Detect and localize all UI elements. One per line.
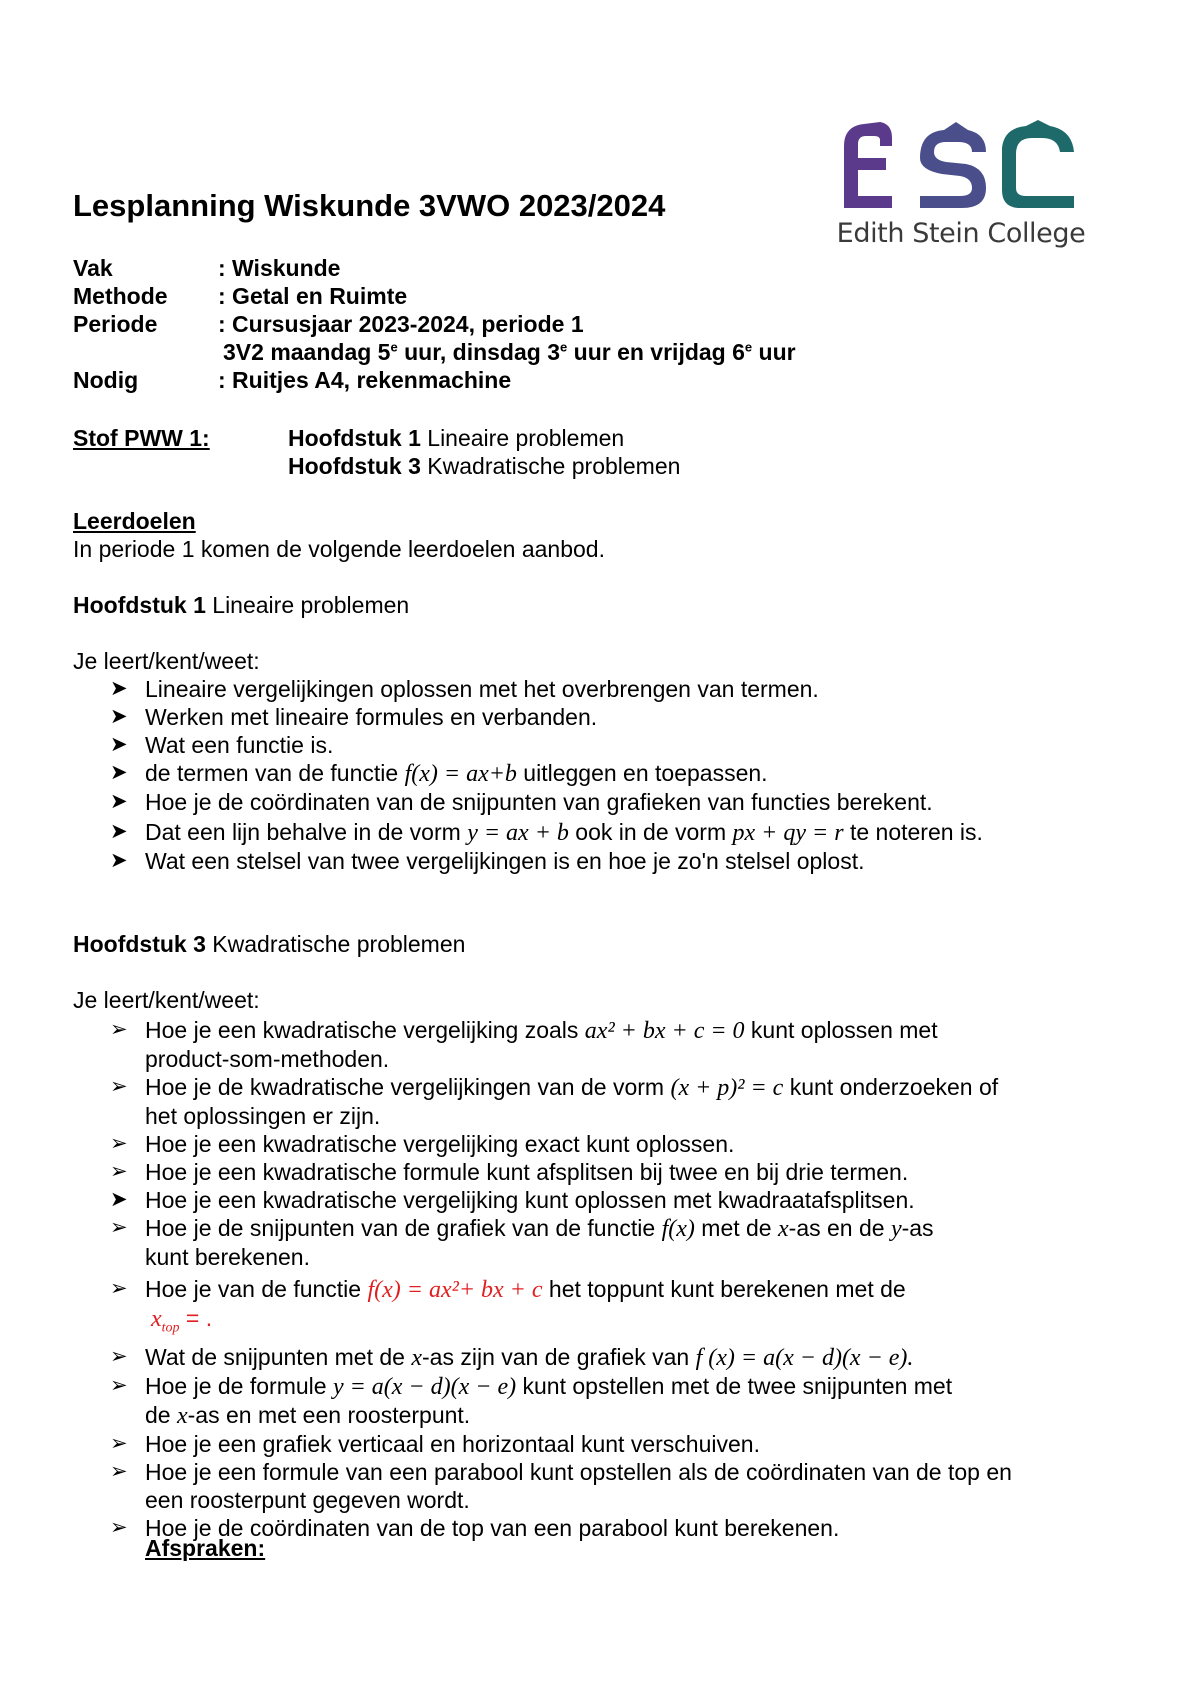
arrow-bullet-icon: ➢ <box>110 1344 128 1368</box>
college-logo <box>836 118 1086 258</box>
chapter-1-heading: Hoofdstuk 1 Lineaire problemen <box>73 592 410 618</box>
list-item: ➢ Hoe je een kwadratische vergelijking zoals ax² + bx + c = 0 kunt oplossen met product-som-methoden. <box>110 1017 938 1072</box>
arrow-bullet-icon: ➢ <box>110 1515 128 1539</box>
meta-label: Nodig <box>73 367 139 393</box>
meta-value: : Wiskunde <box>218 255 341 281</box>
list-item: ➤ Dat een lijn behalve in de vorm y = ax + b ook in de vorm px + qy = r te noteren is. <box>110 819 983 846</box>
meta-value: : Getal en Ruimte <box>218 283 408 309</box>
page-title: Lesplanning Wiskunde 3VWO 2023/2024 <box>73 188 666 223</box>
arrow-bullet-icon: ➢ <box>110 1018 128 1041</box>
college-name: Edith Stein College <box>836 218 1086 249</box>
list-item: ➤ Hoe je de coördinaten van de snijpunten van grafieken van functies berekent. <box>110 789 933 815</box>
list-item: ➢ Hoe je van de functie f(x) = ax²+ bx + c het toppunt kunt berekenen met de $x_{top}$ = . <box>110 1276 906 1336</box>
list-item: ➢ Hoe je de kwadratische vergelijkingen van de vorm (x + p)² = c kunt onderzoeken of het oplossingen er zijn. <box>110 1074 999 1129</box>
stof-chapter-1: Hoofdstuk 1 Lineaire problemen <box>288 425 625 451</box>
meta-row-nodig <box>73 367 973 395</box>
arrow-bullet-icon: ➤ <box>110 733 128 756</box>
meta-row-methode <box>73 283 973 311</box>
list-item: ➤ Wat een functie is. <box>110 732 334 758</box>
arrow-bullet-icon: ➢ <box>110 1075 128 1098</box>
chapter-3-heading: Hoofdstuk 3 Kwadratische problemen <box>73 931 466 957</box>
list-item: ➢ Hoe je een grafiek verticaal en horizontaal kunt verschuiven. <box>110 1430 760 1457</box>
course-meta <box>73 255 973 395</box>
stof-chapter-3: Hoofdstuk 3 Kwadratische problemen <box>288 453 681 479</box>
meta-row-periode <box>73 311 973 339</box>
arrow-bullet-icon: ➢ <box>110 1431 128 1455</box>
list-item: ➢ Wat de snijpunten met de x-as zijn van de grafiek van f (x) = a(x − d)(x − e). <box>110 1343 914 1371</box>
meta-label: Methode <box>73 283 168 309</box>
arrow-bullet-icon: ➢ <box>110 1459 128 1483</box>
meta-label: Vak <box>73 255 113 281</box>
stof-label: Stof PWW 1: <box>73 425 210 451</box>
list-item: ➤ Hoe je een kwadratische vergelijking kunt oplossen met kwadraatafsplitsen. <box>110 1187 915 1213</box>
stof-row <box>73 453 973 481</box>
chapter-3-intro: Je leert/kent/weet: <box>73 987 260 1013</box>
list-item: ➢ Hoe je de formule y = a(x − d)(x − e) kunt opstellen met de twee snijpunten met de x-as en met een roosterpunt. <box>110 1372 953 1429</box>
list-item: ➢ Hoe je een kwadratische vergelijking exact kunt oplossen. <box>110 1131 735 1157</box>
arrow-bullet-icon: ➤ <box>110 1188 128 1211</box>
meta-value: : Ruitjes A4, rekenmachine <box>218 367 512 393</box>
arrow-bullet-icon: ➢ <box>110 1216 128 1239</box>
meta-value: : Cursusjaar 2023-2024, periode 1 <box>218 311 584 337</box>
afspraken-heading: Afspraken: <box>145 1535 266 1561</box>
meta-row-rooster <box>73 339 973 367</box>
arrow-bullet-icon: ➤ <box>110 705 128 728</box>
arrow-bullet-icon: ➤ <box>110 849 128 872</box>
stof-section <box>73 425 973 481</box>
leerdoelen-intro: In periode 1 komen de volgende leerdoelen aanbod. <box>73 536 605 562</box>
list-item: ➤ Lineaire vergelijkingen oplossen met het overbrengen van termen. <box>110 676 819 702</box>
chapter-1-intro: Je leert/kent/weet: <box>73 648 260 674</box>
arrow-bullet-icon: ➢ <box>110 1277 128 1300</box>
arrow-bullet-icon: ➤ <box>110 761 128 784</box>
arrow-bullet-icon: ➢ <box>110 1160 128 1183</box>
list-item: ➢ Hoe je een kwadratische formule kunt afsplitsen bij twee en bij drie termen. <box>110 1159 909 1185</box>
list-item: ➢ Hoe je de snijpunten van de grafiek van de functie f(x) met de x-as en de y-as kunt berekenen. <box>110 1215 934 1270</box>
chapter-1-goals <box>107 675 1087 875</box>
list-item: ➤ Werken met lineaire formules en verbanden. <box>110 704 598 730</box>
meta-row-vak <box>73 255 973 283</box>
esc-logo-mark <box>836 118 1086 218</box>
list-item: ➢ Hoe je de coördinaten van de top van een parabool kunt berekenen. <box>110 1514 840 1541</box>
arrow-bullet-icon: ➢ <box>110 1132 128 1155</box>
arrow-bullet-icon: ➤ <box>110 820 128 843</box>
schedule-text: 3V2 maandag 5e uur, dinsdag 3e uur en vrijdag 6e uur <box>223 339 796 365</box>
list-item: ➢ Hoe je een formule van een parabool kunt opstellen als de coördinaten van de top en een roosterpunt gegeven wordt. <box>110 1458 1012 1513</box>
arrow-bullet-icon: ➢ <box>110 1373 128 1397</box>
arrow-bullet-icon: ➤ <box>110 790 128 813</box>
list-item: ➤ Wat een stelsel van twee vergelijkingen is en hoe je zo'n stelsel oplost. <box>110 848 865 874</box>
stof-row <box>73 425 973 453</box>
leerdoelen-heading: Leerdoelen <box>73 508 196 534</box>
arrow-bullet-icon: ➤ <box>110 677 128 700</box>
meta-label: Periode <box>73 311 158 337</box>
list-item: ➤ de termen van de functie f(x) = ax+b uitleggen en toepassen. <box>110 760 768 787</box>
chapter-3-goals <box>107 1016 1087 1542</box>
